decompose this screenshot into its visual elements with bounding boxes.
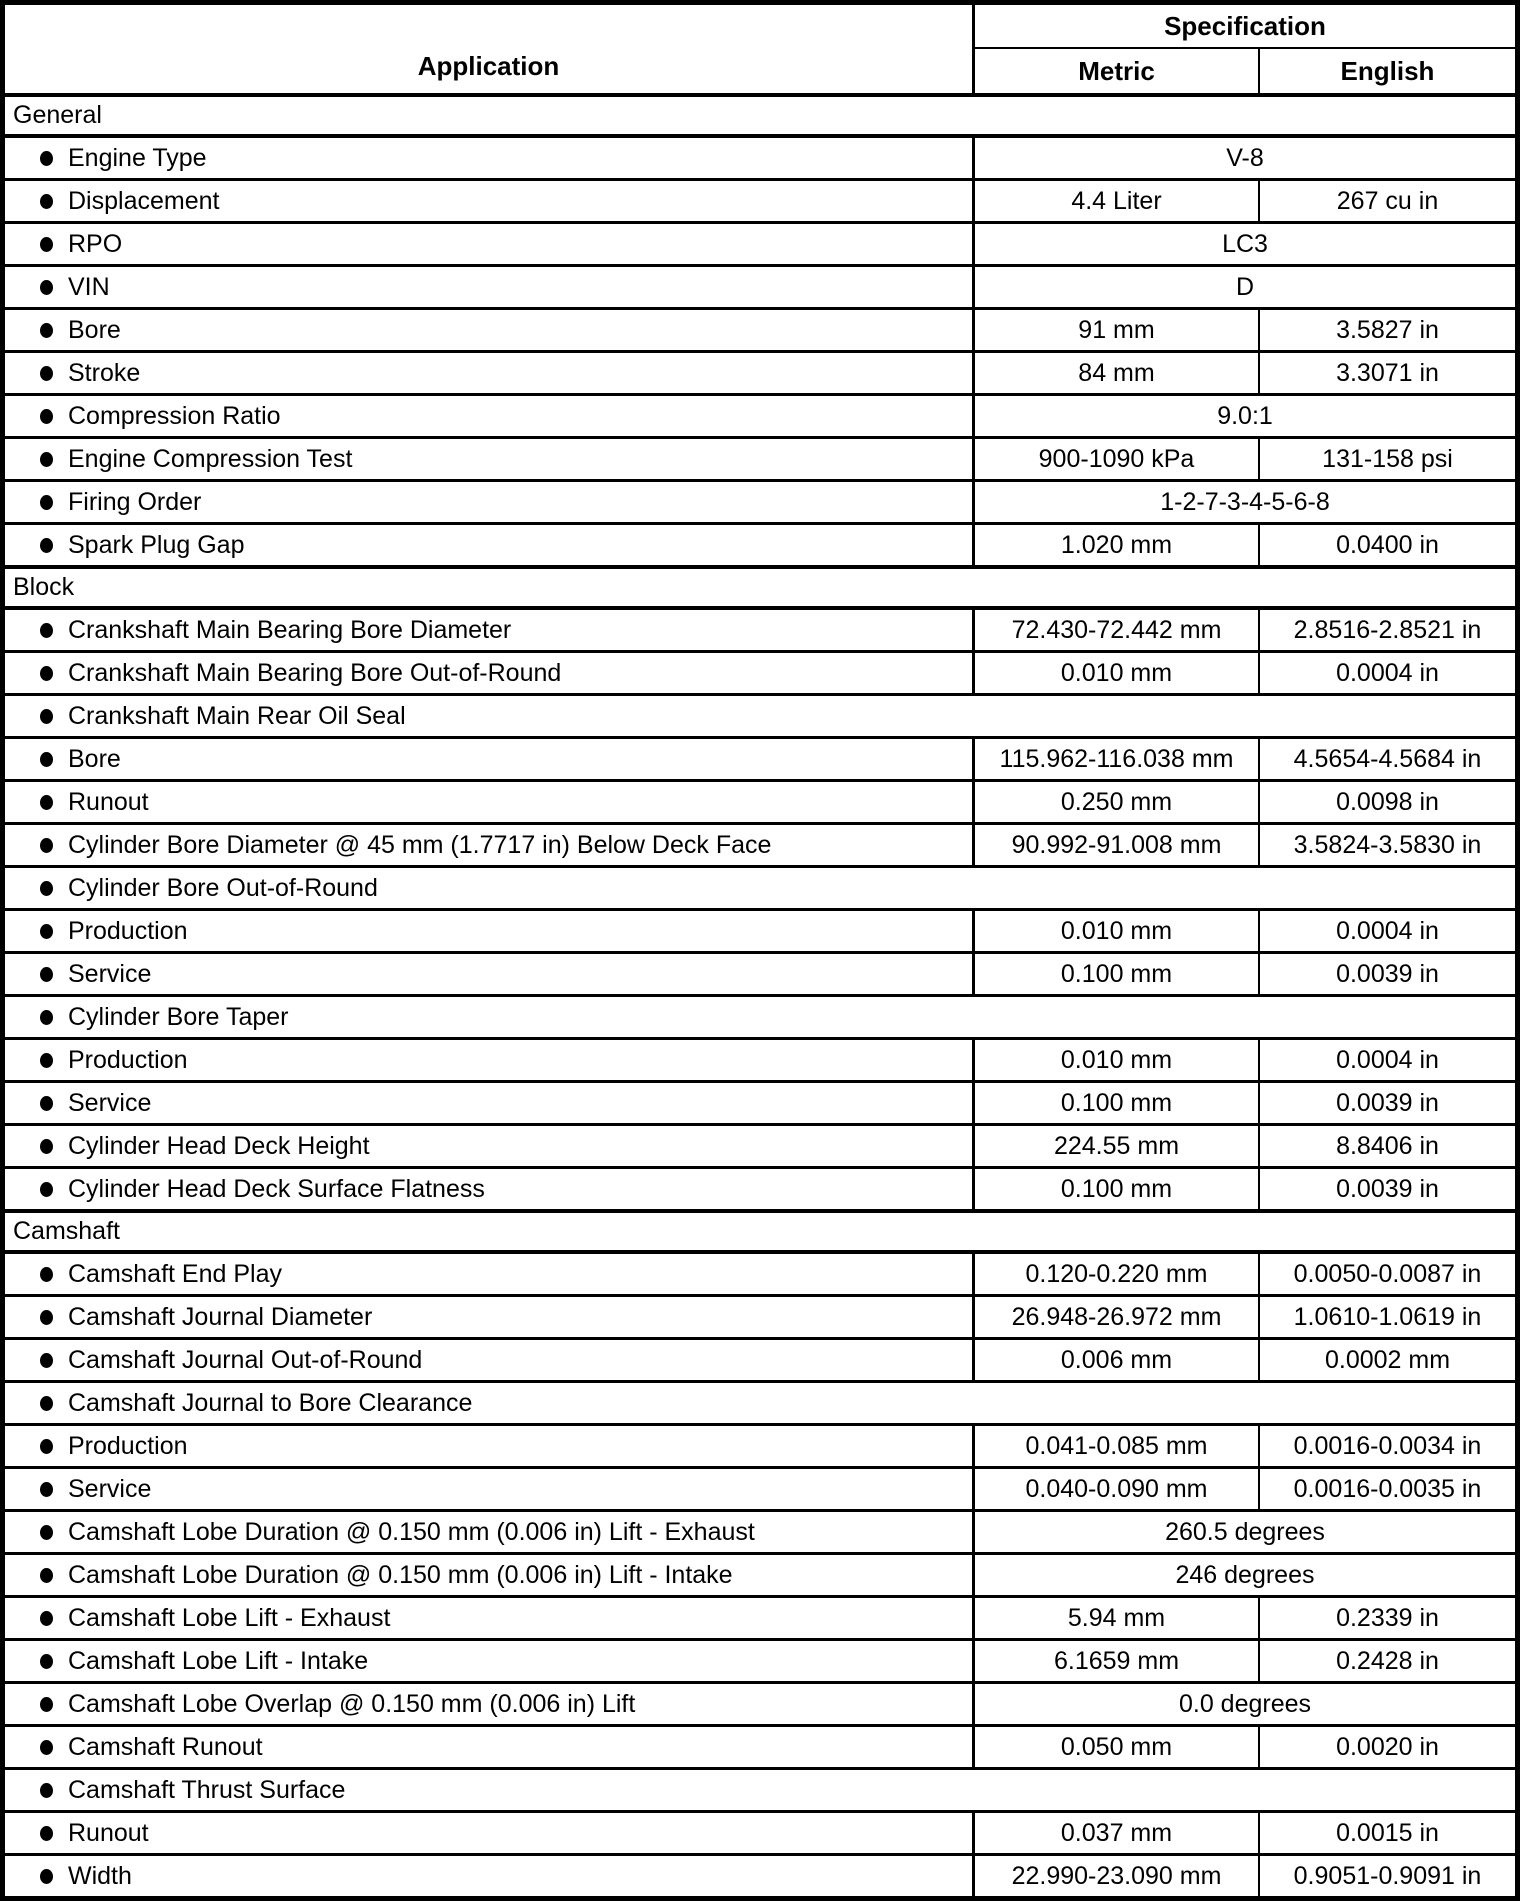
metric-value: 91 mm bbox=[975, 310, 1260, 350]
row-label: Displacement bbox=[68, 186, 220, 215]
header-english-label: English bbox=[1340, 55, 1435, 86]
row-label-cell bbox=[5, 1512, 975, 1552]
table-row bbox=[5, 350, 1515, 393]
english-value: 0.0039 in bbox=[1336, 1088, 1439, 1117]
row-label-cell bbox=[5, 868, 1515, 908]
row-label: Production bbox=[68, 1431, 188, 1460]
table-row bbox=[5, 779, 1515, 822]
table-row bbox=[5, 436, 1515, 479]
bullet-icon bbox=[40, 1783, 53, 1798]
row-label-cell bbox=[5, 396, 975, 436]
bullet-icon bbox=[40, 1182, 53, 1197]
metric-value: 22.990-23.090 mm bbox=[975, 1856, 1260, 1896]
spec-merged-value: 260.5 degrees bbox=[1165, 1517, 1325, 1546]
row-label: Camshaft Journal Out-of-Round bbox=[68, 1345, 423, 1374]
row-label: Crankshaft Main Rear Oil Seal bbox=[68, 701, 406, 730]
english-value: 2.8516-2.8521 in bbox=[1293, 615, 1482, 644]
row-label: Service bbox=[68, 1088, 152, 1117]
table-row bbox=[5, 221, 1515, 264]
spec-merged-value: LC3 bbox=[1222, 229, 1268, 258]
bullet-icon bbox=[40, 1096, 53, 1111]
bullet-icon bbox=[40, 1525, 53, 1540]
table-row bbox=[5, 393, 1515, 436]
bullet-icon bbox=[40, 194, 53, 209]
row-label-cell bbox=[5, 1770, 1515, 1810]
bullet-icon bbox=[40, 1697, 53, 1712]
metric-value: 224.55 mm bbox=[975, 1126, 1260, 1166]
metric-value: 0.010 mm bbox=[975, 911, 1260, 951]
row-label: Spark Plug Gap bbox=[68, 530, 245, 559]
row-label-cell bbox=[5, 1383, 1515, 1423]
row-label: Crankshaft Main Bearing Bore Diameter bbox=[68, 615, 512, 644]
metric-value: 5.94 mm bbox=[975, 1598, 1260, 1638]
table-row bbox=[5, 1123, 1515, 1166]
table-row bbox=[5, 1638, 1515, 1681]
row-label: Production bbox=[68, 1045, 188, 1074]
row-label-cell bbox=[5, 782, 975, 822]
row-label-cell bbox=[5, 1813, 975, 1853]
section-label-cell bbox=[5, 569, 1515, 606]
row-label-cell bbox=[5, 1598, 975, 1638]
row-label-cell bbox=[5, 825, 975, 865]
header-application bbox=[5, 5, 975, 93]
english-value: 0.0050-0.0087 in bbox=[1293, 1259, 1482, 1288]
row-label-cell bbox=[5, 1469, 975, 1509]
english-value: 0.0004 in bbox=[1336, 916, 1439, 945]
metric-value: 72.430-72.442 mm bbox=[975, 610, 1260, 650]
bullet-icon bbox=[40, 280, 53, 295]
row-label-cell bbox=[5, 138, 975, 178]
row-label: Crankshaft Main Bearing Bore Out-of-Round bbox=[68, 658, 562, 687]
table-row bbox=[5, 178, 1515, 221]
english-value: 0.0015 in bbox=[1336, 1818, 1439, 1847]
bullet-icon bbox=[40, 666, 53, 681]
english-value: 0.0400 in bbox=[1336, 530, 1439, 559]
english-value: 0.0004 in bbox=[1336, 658, 1439, 687]
english-value: 0.0020 in bbox=[1336, 1732, 1439, 1761]
row-label: Service bbox=[68, 1474, 152, 1503]
row-label-cell bbox=[5, 653, 975, 693]
table-row bbox=[5, 1166, 1515, 1209]
table-row bbox=[5, 1810, 1515, 1853]
row-label: Camshaft Lobe Lift - Exhaust bbox=[68, 1603, 391, 1632]
metric-value: 0.100 mm bbox=[975, 954, 1260, 994]
row-label: Runout bbox=[68, 1818, 149, 1847]
row-label: Cylinder Bore Diameter @ 45 mm (1.7717 in) Below Deck Face bbox=[68, 830, 772, 859]
row-label-cell bbox=[5, 610, 975, 650]
table-row bbox=[5, 951, 1515, 994]
bullet-icon bbox=[40, 1568, 53, 1583]
english-value: 3.5827 in bbox=[1336, 315, 1439, 344]
header-application-label: Application bbox=[417, 51, 560, 81]
bullet-icon bbox=[40, 1053, 53, 1068]
metric-value: 0.006 mm bbox=[975, 1340, 1260, 1380]
bullet-icon bbox=[40, 1310, 53, 1325]
table-row bbox=[5, 822, 1515, 865]
metric-value: 0.050 mm bbox=[975, 1727, 1260, 1767]
english-value: 0.2339 in bbox=[1336, 1603, 1439, 1632]
bullet-icon bbox=[40, 323, 53, 338]
bullet-icon bbox=[40, 1439, 53, 1454]
bullet-icon bbox=[40, 452, 53, 467]
bullet-icon bbox=[40, 838, 53, 853]
row-label: Engine Compression Test bbox=[68, 444, 353, 473]
table-row bbox=[5, 1552, 1515, 1595]
metric-value: 0.120-0.220 mm bbox=[975, 1254, 1260, 1294]
table-row bbox=[5, 1767, 1515, 1810]
row-label: Service bbox=[68, 959, 152, 988]
row-label-cell bbox=[5, 954, 975, 994]
section-row bbox=[5, 565, 1515, 606]
metric-value: 26.948-26.972 mm bbox=[975, 1297, 1260, 1337]
english-value: 131-158 psi bbox=[1322, 444, 1453, 473]
table-row bbox=[5, 1595, 1515, 1638]
table-row bbox=[5, 1380, 1515, 1423]
english-value: 8.8406 in bbox=[1336, 1131, 1439, 1160]
table-row bbox=[5, 650, 1515, 693]
section-label: Block bbox=[13, 573, 75, 601]
row-label: RPO bbox=[68, 229, 123, 258]
table-row bbox=[5, 1466, 1515, 1509]
metric-value: 90.992-91.008 mm bbox=[975, 825, 1260, 865]
metric-value: 0.010 mm bbox=[975, 1040, 1260, 1080]
bullet-icon bbox=[40, 366, 53, 381]
table-row bbox=[5, 693, 1515, 736]
table-row bbox=[5, 1080, 1515, 1123]
bullet-icon bbox=[40, 623, 53, 638]
bullet-icon bbox=[40, 1267, 53, 1282]
metric-value: 0.100 mm bbox=[975, 1083, 1260, 1123]
header-metric-label: Metric bbox=[1078, 55, 1155, 86]
bullet-icon bbox=[40, 1654, 53, 1669]
table-row bbox=[5, 307, 1515, 350]
metric-value: 84 mm bbox=[975, 353, 1260, 393]
table-row bbox=[5, 1681, 1515, 1724]
row-label: Firing Order bbox=[68, 487, 202, 516]
row-label: Camshaft Lobe Lift - Intake bbox=[68, 1646, 369, 1675]
metric-value: 0.037 mm bbox=[975, 1813, 1260, 1853]
metric-value: 0.100 mm bbox=[975, 1169, 1260, 1209]
english-value: 4.5654-4.5684 in bbox=[1293, 744, 1482, 773]
english-value: 0.0016-0.0035 in bbox=[1293, 1474, 1482, 1503]
table-row bbox=[5, 1250, 1515, 1294]
row-label-cell bbox=[5, 911, 975, 951]
row-label-cell bbox=[5, 310, 975, 350]
row-label-cell bbox=[5, 696, 1515, 736]
bullet-icon bbox=[40, 151, 53, 166]
row-label: Production bbox=[68, 916, 188, 945]
row-label: Cylinder Head Deck Surface Flatness bbox=[68, 1174, 485, 1203]
row-label-cell bbox=[5, 1126, 975, 1166]
bullet-icon bbox=[40, 709, 53, 724]
row-label-cell bbox=[5, 1040, 975, 1080]
bullet-icon bbox=[40, 924, 53, 939]
row-label: Camshaft Runout bbox=[68, 1732, 263, 1761]
table-row bbox=[5, 994, 1515, 1037]
row-label: Camshaft Lobe Duration @ 0.150 mm (0.006 in) Lift - Intake bbox=[68, 1560, 733, 1589]
row-label-cell bbox=[5, 1254, 975, 1294]
bullet-icon bbox=[40, 752, 53, 767]
english-value: 0.0039 in bbox=[1336, 959, 1439, 988]
bullet-icon bbox=[40, 495, 53, 510]
bullet-icon bbox=[40, 1611, 53, 1626]
section-row bbox=[5, 97, 1515, 134]
row-label-cell bbox=[5, 353, 975, 393]
table-row bbox=[5, 522, 1515, 565]
table-row bbox=[5, 1724, 1515, 1767]
row-label-cell bbox=[5, 482, 975, 522]
section-label-cell bbox=[5, 1213, 1515, 1250]
table-header bbox=[5, 5, 1515, 97]
english-value: 0.2428 in bbox=[1336, 1646, 1439, 1675]
bullet-icon bbox=[40, 1396, 53, 1411]
metric-value: 1.020 mm bbox=[975, 525, 1260, 565]
row-label-cell bbox=[5, 1297, 975, 1337]
bullet-icon bbox=[40, 1740, 53, 1755]
header-metric bbox=[975, 49, 1260, 93]
bullet-icon bbox=[40, 967, 53, 982]
row-label-cell bbox=[5, 1641, 975, 1681]
row-label: Compression Ratio bbox=[68, 401, 281, 430]
bullet-icon bbox=[40, 881, 53, 896]
row-label: Camshaft Journal to Bore Clearance bbox=[68, 1388, 473, 1417]
table-row bbox=[5, 606, 1515, 650]
bullet-icon bbox=[40, 1869, 53, 1884]
spec-merged-value: V-8 bbox=[1226, 143, 1264, 172]
spec-merged-value: 246 degrees bbox=[1175, 1560, 1315, 1589]
row-label-cell bbox=[5, 1426, 975, 1466]
row-label-cell bbox=[5, 1169, 975, 1209]
row-label-cell bbox=[5, 525, 975, 565]
row-label-cell bbox=[5, 1555, 975, 1595]
english-value: 267 cu in bbox=[1336, 186, 1439, 215]
metric-value: 0.040-0.090 mm bbox=[975, 1469, 1260, 1509]
section-row bbox=[5, 1209, 1515, 1250]
row-label: Bore bbox=[68, 744, 121, 773]
table-row bbox=[5, 264, 1515, 307]
row-label: Stroke bbox=[68, 358, 141, 387]
row-label: Engine Type bbox=[68, 143, 207, 172]
table-row bbox=[5, 908, 1515, 951]
table-row bbox=[5, 134, 1515, 178]
bullet-icon bbox=[40, 237, 53, 252]
table-row bbox=[5, 736, 1515, 779]
table-row bbox=[5, 1037, 1515, 1080]
row-label-cell bbox=[5, 997, 1515, 1037]
metric-value: 4.4 Liter bbox=[975, 181, 1260, 221]
header-specification-label: Specification bbox=[1164, 10, 1326, 41]
row-label-cell bbox=[5, 739, 975, 779]
bullet-icon bbox=[40, 1139, 53, 1154]
table-row bbox=[5, 1509, 1515, 1552]
table-row bbox=[5, 865, 1515, 908]
row-label-cell bbox=[5, 1856, 975, 1896]
row-label-cell bbox=[5, 1727, 975, 1767]
table-row bbox=[5, 1294, 1515, 1337]
english-value: 0.0039 in bbox=[1336, 1174, 1439, 1203]
english-value: 3.5824-3.5830 in bbox=[1293, 830, 1482, 859]
row-label: Cylinder Bore Taper bbox=[68, 1002, 289, 1031]
metric-value: 0.250 mm bbox=[975, 782, 1260, 822]
metric-value: 0.041-0.085 mm bbox=[975, 1426, 1260, 1466]
table-body bbox=[5, 97, 1515, 1896]
english-value: 3.3071 in bbox=[1336, 358, 1439, 387]
row-label-cell bbox=[5, 1083, 975, 1123]
header-specification bbox=[975, 5, 1515, 49]
spec-merged-value: D bbox=[1235, 272, 1255, 301]
spec-merged-value: 1-2-7-3-4-5-6-8 bbox=[1160, 487, 1330, 516]
section-label: General bbox=[13, 101, 102, 129]
row-label-cell bbox=[5, 1684, 975, 1724]
bullet-icon bbox=[40, 409, 53, 424]
english-value: 1.0610-1.0619 in bbox=[1293, 1302, 1482, 1331]
row-label: Camshaft Lobe Duration @ 0.150 mm (0.006 in) Lift - Exhaust bbox=[68, 1517, 755, 1546]
english-value: 0.9051-0.9091 in bbox=[1293, 1861, 1482, 1890]
bullet-icon bbox=[40, 1482, 53, 1497]
row-label-cell bbox=[5, 439, 975, 479]
english-value: 0.0002 mm bbox=[1324, 1345, 1451, 1374]
row-label: Cylinder Head Deck Height bbox=[68, 1131, 370, 1160]
bullet-icon bbox=[40, 1353, 53, 1368]
row-label: Bore bbox=[68, 315, 121, 344]
row-label: Runout bbox=[68, 787, 149, 816]
table-row bbox=[5, 1853, 1515, 1896]
metric-value: 115.962-116.038 mm bbox=[975, 739, 1260, 779]
bullet-icon bbox=[40, 795, 53, 810]
row-label-cell bbox=[5, 181, 975, 221]
english-value: 0.0098 in bbox=[1336, 787, 1439, 816]
row-label: Width bbox=[68, 1861, 132, 1890]
row-label-cell bbox=[5, 1340, 975, 1380]
spec-merged-value: 9.0:1 bbox=[1217, 401, 1273, 430]
bullet-icon bbox=[40, 1010, 53, 1025]
row-label: Cylinder Bore Out-of-Round bbox=[68, 873, 378, 902]
bullet-icon bbox=[40, 1826, 53, 1841]
bullet-icon bbox=[40, 538, 53, 553]
header-english bbox=[1260, 49, 1515, 93]
table-row bbox=[5, 1337, 1515, 1380]
row-label: Camshaft Journal Diameter bbox=[68, 1302, 373, 1331]
row-label: VIN bbox=[68, 272, 110, 301]
table-row bbox=[5, 1423, 1515, 1466]
row-label-cell bbox=[5, 267, 975, 307]
row-label: Camshaft Lobe Overlap @ 0.150 mm (0.006 in) Lift bbox=[68, 1689, 636, 1718]
row-label-cell bbox=[5, 224, 975, 264]
metric-value: 900-1090 kPa bbox=[975, 439, 1260, 479]
section-label-cell bbox=[5, 97, 1515, 134]
row-label: Camshaft End Play bbox=[68, 1259, 282, 1288]
metric-value: 6.1659 mm bbox=[975, 1641, 1260, 1681]
metric-value: 0.010 mm bbox=[975, 653, 1260, 693]
english-value: 0.0016-0.0034 in bbox=[1293, 1431, 1482, 1460]
table-row bbox=[5, 479, 1515, 522]
english-value: 0.0004 in bbox=[1336, 1045, 1439, 1074]
section-label: Camshaft bbox=[13, 1217, 120, 1245]
row-label: Camshaft Thrust Surface bbox=[68, 1775, 346, 1804]
spec-merged-value: 0.0 degrees bbox=[1178, 1689, 1312, 1718]
